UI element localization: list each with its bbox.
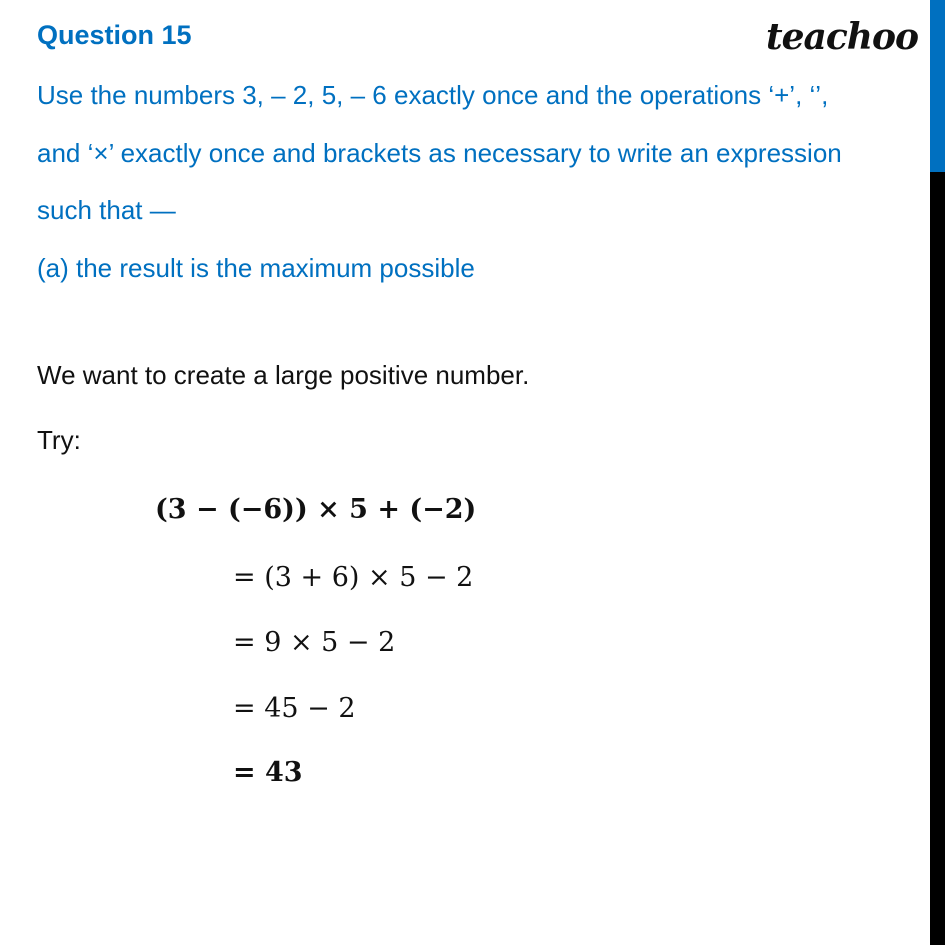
expression: (3 − (−6)) × 5 + (−2) [155, 494, 477, 525]
question-line-1: Use the numbers 3, – 2, 5, – 6 exactly once and the operations ‘+’, ‘’, [37, 80, 829, 110]
side-bar-accent [930, 0, 945, 172]
step-2: = 9 × 5 − 2 [233, 627, 396, 658]
question-line-2: and ‘×’ exactly once and brackets as necessary to write an expression [37, 138, 842, 168]
answer-intro: We want to create a large positive number. [37, 360, 530, 390]
side-bar-dark [930, 172, 945, 945]
question-title: Question 15 [37, 20, 192, 50]
step-3: = 45 − 2 [233, 693, 356, 724]
step-1: = (3 + 6) × 5 − 2 [233, 562, 474, 593]
question-line-3: such that — [37, 195, 176, 225]
try-label: Try: [37, 425, 81, 455]
teachoo-logo: teachoo [766, 16, 918, 58]
question-part-a: (a) the result is the maximum possible [37, 253, 475, 283]
final-answer: = 43 [233, 757, 303, 788]
